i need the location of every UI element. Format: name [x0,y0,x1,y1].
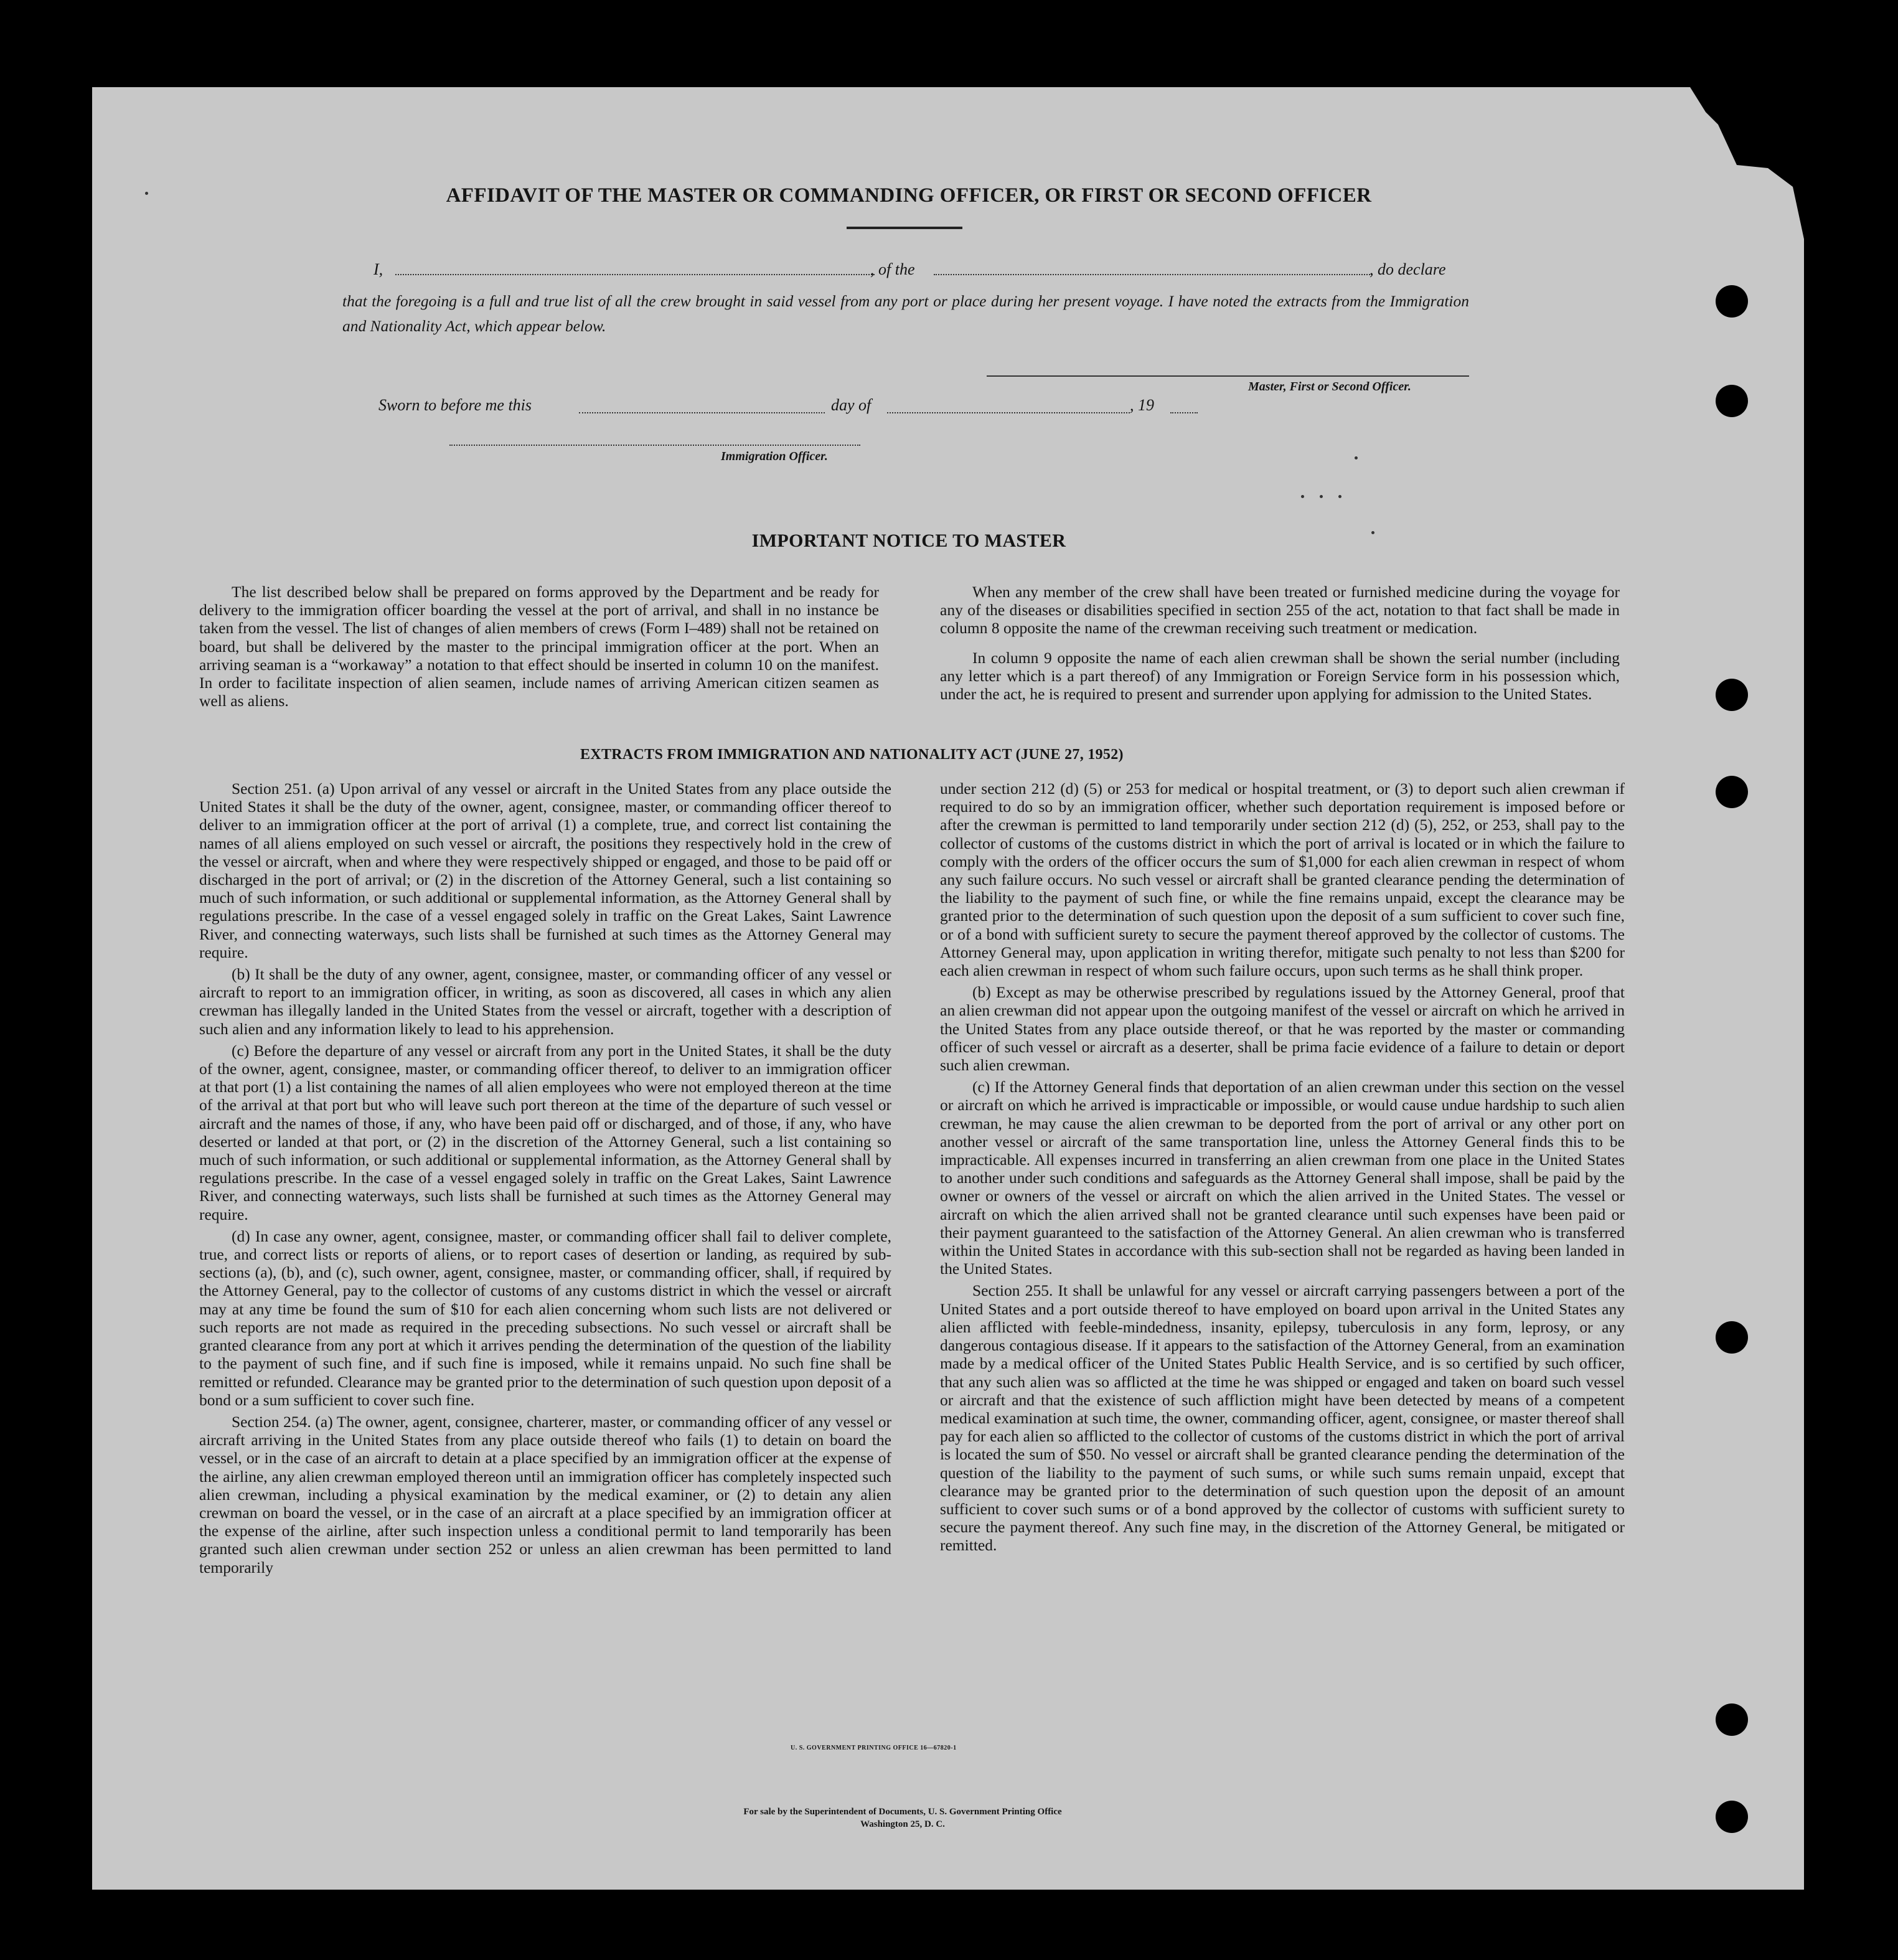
notice-right-paragraph-1: When any member of the crew shall have been treated or furnished medicine during the voyage for any of the diseases or disabilities specified in section 255 of the act, notation to that fact shall be made in column 8 opposite the name of the crewman receiving such treatment or medication. [940,583,1620,638]
sale-notice-line-2: Washington 25, D. C. [860,1819,945,1829]
binder-hole [1716,1703,1748,1736]
immigration-officer-caption: Immigration Officer. [721,450,828,463]
notice-left-column [199,583,879,714]
binder-hole [1716,285,1748,318]
binder-hole [1716,1321,1748,1354]
section-254-a-cont: under section 212 (d) (5) or 253 for medical or hospital treatment, or (3) to deport such alien crewman if required to do so by an immigration officer, whether such deportation requirement is imposed before or after the crewman is permitted to land temporarily under section 212 (d) (5), 252, or 253, shall pay to the collector of customs of the customs district in which the port of arrival is located or in which the failure to comply with the orders of the officer occurs the sum of $1,000 for each alien crewman in respect of whom any such failure occurs. No such vessel or aircraft shall be granted clearance pending the determination of the liability to the payment of such fine, or while the fine remains unpaid, except the clearance may be granted prior to the determination of such question upon the deposit of a sum sufficient to cover such fine, or of a bond with sufficient surety to secure the payment thereof approved by the collector of customs. The Attorney General may, upon application in writing therefor, mitigate such penalty to not less than $200 for each alien crewman in respect of whom such failure occurs, upon such terms as he shall think proper. [940,780,1625,980]
binder-hole [1716,679,1748,711]
binder-hole [1716,1801,1748,1833]
binder-hole [1716,776,1748,808]
section-254-b: (b) Except as may be otherwise prescribed by regulations issued by the Attorney General, proof that an alien crewman did not appear upon the outgoing manifest of the vessel or aircraft on which he arrived in the United States from any place outside thereof, or that he was reported by the master or commanding officer of such vessel or aircraft as a deserter, shall be prima facie evidence of a failure to detain or deport such alien crewman. [940,983,1625,1075]
printing-office-code: U. S. GOVERNMENT PRINTING OFFICE 16—67820-1 [791,1745,957,1751]
speck [1338,495,1341,498]
section-251-a: Section 251. (a) Upon arrival of any vessel or aircraft in the United States from any place outside the United States it shall be the duty of the owner, agent, consignee, master, or commanding officer thereof to deliver to an immigration officer at the port of arrival (1) a complete, true, and correct list containing the names of all aliens employed on such vessel or aircraft, the positions they respectively hold in the crew of the vessel or aircraft, when and where they were respectively shipped or engaged, and those to be paid off or discharged in the port of arrival; or (2) in the discretion of the Attorney General, such a list containing so much of such information, or such additional or supplemental information, as the Attorney General shall by regulations prescribe. In the case of a vessel engaged solely in traffic on the Great Lakes, Saint Lawrence River, and connecting waterways, such lists shall be furnished at such times as the Attorney General may require. [199,780,891,961]
affidavit-title: AFFIDAVIT OF THE MASTER OR COMMANDING OFFICER, OR FIRST OR SECOND OFFICER [446,184,1372,207]
vessel-field[interactable] [934,274,1373,275]
declaration-declare: , do declare [1369,260,1446,278]
declaration-of-the: , of the [870,260,915,278]
sworn-year-field[interactable] [1170,412,1198,413]
torn-corner [1444,87,1811,274]
notice-title: IMPORTANT NOTICE TO MASTER [751,530,1066,551]
extracts-title: EXTRACTS FROM IMMIGRATION AND NATIONALITY ACT (JUNE 27, 1952) [580,747,1124,763]
sworn-day-field[interactable] [579,412,825,413]
name-field[interactable] [395,274,875,275]
declaration-text: that the foregoing is a full and true list of all the crew brought in said vessel from any port or place during her present voyage. I have noted the extracts from the Immigration and Nationality Act, which appear below. [342,292,1469,335]
immigration-officer-line[interactable] [449,445,860,446]
sworn-month-field[interactable] [887,412,1130,413]
section-255: Section 255. It shall be unlawful for any vessel or aircraft carrying passengers between a port of the United States and a port outside thereof to have employed on board upon arrival in the United States any alien afflicted with feeble-mindedness, insanity, epilepsy, tuberculosis in any form, leprosy, or any dangerous contagious disease. If it appears to the satisfaction of the Attorney General, from an examination made by a medical officer of the United States Public Health Service, and is so certified by such officer, that any such alien was so afflicted at the time he was shipped or engaged and taken on board such vessel or aircraft and that the existence of such affliction might have been detected by means of a competent medical examination at such time, the owner, commanding officer, agent, consignee, or master thereof shall pay for each alien so afflicted to the collector of customs of the customs district in which the port of arrival is located the sum of $50. No vessel or aircraft shall be granted clearance pending the determination of the question of the liability to the payment of such sums, or while such sums remain unpaid, except that clearance may be granted prior to the determination of such question upon the deposit of an amount sufficient to cover such sums or of a bond approved by the collector of customs with sufficient surety to secure the payment thereof. Any such fine may, in the discretion of the Attorney General, be mitigated or remitted. [940,1281,1625,1555]
sworn-text: Sworn to before me this [378,396,532,414]
speck [145,192,148,195]
master-signature-caption: Master, First or Second Officer. [1248,380,1411,393]
section-254-c: (c) If the Attorney General finds that deportation of an alien crewman under this section on the vessel or aircraft on which he arrived is impracticable or impossible, or would cause undue hardship to such alien crewman, he may cause the alien crewman to be deported from the port of arrival or any other port on another vessel or aircraft of the same transportation line, unless the Attorney General finds this to be impracticable. All expenses incurred in transferring an alien crewman from one place in the United States to another under such conditions and safeguards as the Attorney General shall impose, shall be paid by the owner or owners of the vessel or aircraft on which the alien arrived in the United States. The vessel or aircraft on which the alien arrived shall not be granted clearance until such expenses have been paid or their payment guaranteed to the satisfaction of the Attorney General. An alien crewman who is transferred within the United States in accordance with this sub-section shall not be regarded as having been landed in the United States. [940,1078,1625,1278]
binder-hole [1716,385,1748,417]
declaration-body [342,289,1469,342]
speck [1301,495,1304,498]
speck [1320,495,1323,498]
extracts-right-column [940,780,1625,1558]
title-rule [847,227,962,229]
sale-notice-line-1: For sale by the Superintendent of Documents, U. S. Government Printing Office [743,1807,1062,1817]
notice-right-column [940,583,1620,707]
master-signature-line[interactable] [987,375,1469,377]
extracts-left-column [199,780,891,1580]
notice-right-paragraph-2: In column 9 opposite the name of each alien crewman shall be shown the serial number (including any letter which is a part thereof) of any Immigration or Foreign Service form in his possession which, under the act, he is required to present and surrender upon applying for admission to the United States. [940,648,1620,704]
speck [1355,456,1358,459]
section-251-b: (b) It shall be the duty of any owner, agent, consignee, master, or commanding officer of any vessel or aircraft to report to an immigration officer, in writing, as soon as discovered, all cases in which any alien crewman has illegally landed in the United States from the vessel or aircraft, together with a description of such alien and any information likely to lead to his apprehension. [199,965,891,1038]
year-text: , 19 [1130,396,1154,414]
declaration-i: I, [373,260,383,278]
day-of-text: day of [831,396,871,414]
notice-left-paragraph: The list described below shall be prepared on forms approved by the Department and be ready for delivery to the immigration officer boarding the vessel at the port of arrival, and shall in no instance be taken from the vessel. The list of changes of alien members of crews (Form I–489) shall not be retained on board, but shall be delivered by the master to the principal immigration officer at the port. When an arriving seaman is a “workaway” a notation to that effect should be inserted in column 10 on the manifest. In order to facilitate inspection of alien seamen, include names of arriving American citizen seamen as well as aliens. [199,583,879,710]
section-251-d: (d) In case any owner, agent, consignee, master, or commanding officer shall fail to deliver complete, true, and correct lists or reports of aliens, or to report cases of desertion or landing, as required by sub-sections (a), (b), and (c), such owner, agent, consignee, master, or commanding officer, shall, if required by the Attorney General, pay to the collector of customs of any customs district in which the vessel or aircraft may at any time be found the sum of $10 for each alien concerning whom such lists are not delivered or such reports are not made as required in the preceding subsections. No such vessel or aircraft shall be granted clearance from any port at which it arrives pending the determination of the question of the liability to the payment of such fine, and if such fine is imposed, while it remains unpaid. No such fine shall be remitted or refunded. Clearance may be granted prior to the determination of such question upon deposit of a bond or a sum sufficient to cover such fine. [199,1227,891,1409]
section-251-c: (c) Before the departure of any vessel or aircraft from any port in the United States, it shall be the duty of the owner, agent, consignee, master, or commanding officer thereof, to deliver to an immigration officer at that port (1) a list containing the names of all alien employees who were not employed thereon at the time of the arrival at that port but who will leave such port thereon at the time of the departure of such vessel or aircraft and the names of those, if any, who have been paid off or discharged, and of those, if any, who have deserted or landed at that port, or (2) in the discretion of the Attorney General, such a list containing so much of such information, or such additional or supplemental information, as the Attorney General shall by regulations prescribe. In the case of a vessel engaged solely in traffic on the Great Lakes, Saint Lawrence River, and connecting waterways, such lists shall be furnished at such times as the Attorney General may require. [199,1041,891,1223]
section-254-a: Section 254. (a) The owner, agent, consignee, charterer, master, or commanding officer of any vessel or aircraft arriving in the United States from any place outside thereof who fails (1) to detain on board the vessel, or in the case of an aircraft to detain at a place specified by an immigration officer at the expense of the airline, any alien crewman employed thereon until an immigration officer has completely inspected such alien crewman, including a physical examination by the medical examiner, or (2) to detain any alien crewman on board the vessel, or in the case of an aircraft at a place specified by an immigration officer at the expense of the airline, after such inspection unless a conditional permit to land temporarily has been granted such alien crewman under section 252 or unless an alien crewman has been permitted to land temporarily [199,1412,891,1576]
